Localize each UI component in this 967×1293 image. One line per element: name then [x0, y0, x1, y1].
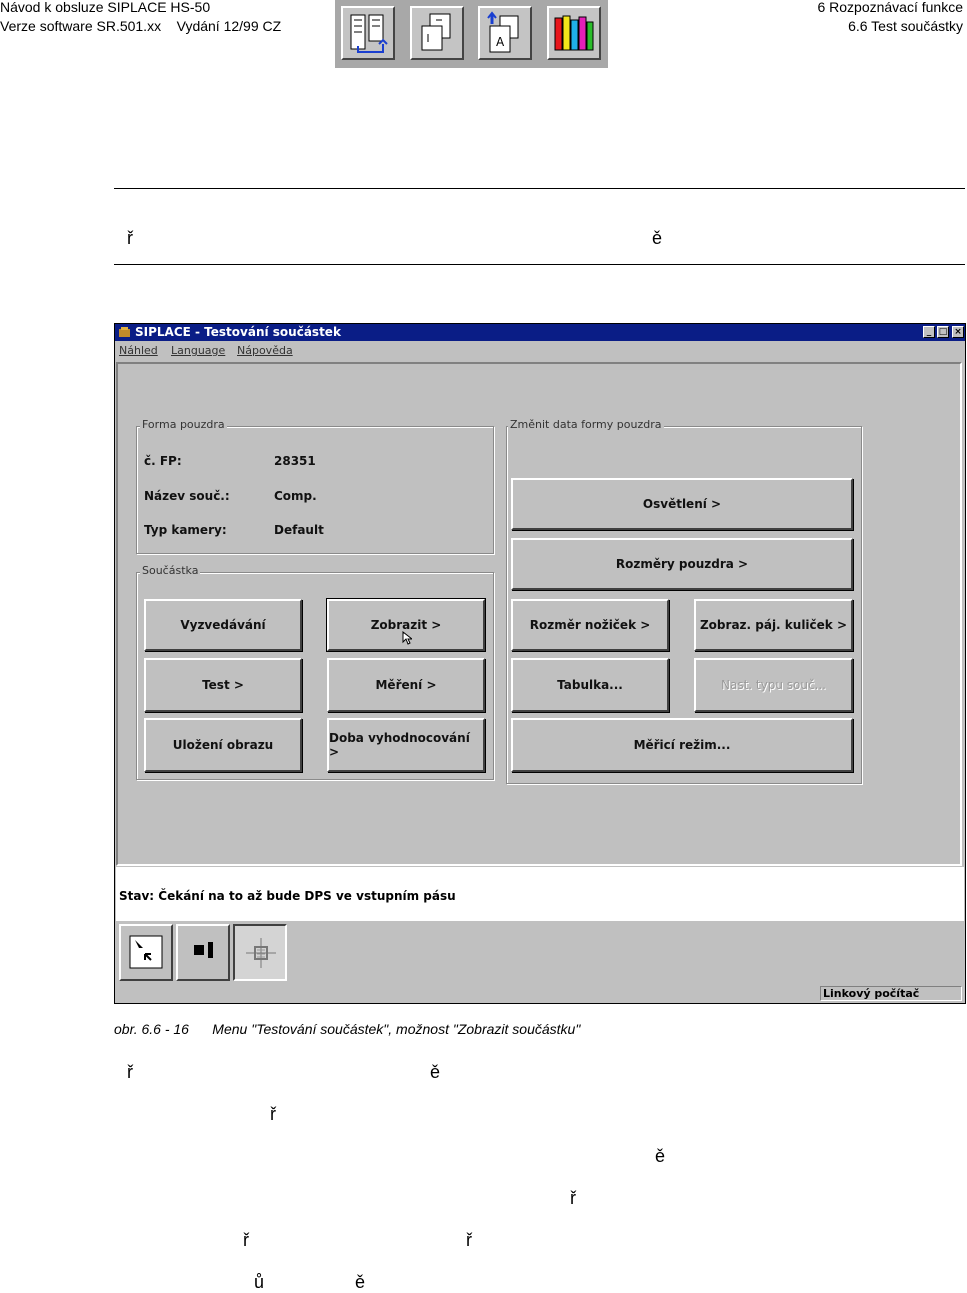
library-icon[interactable] — [547, 6, 601, 60]
body-glyph: ů — [254, 1272, 265, 1292]
camera-type-value: Default — [274, 523, 324, 537]
status-area — [116, 867, 964, 921]
evaluation-time-button[interactable]: Doba vyhodnocování > — [327, 718, 485, 772]
maximize-icon[interactable]: □ — [938, 327, 948, 337]
body-glyph: ř — [570, 1188, 576, 1208]
header-left-line2: Verze software SR.501.xx Vydání 12/99 CZ — [0, 18, 282, 34]
status-text: Stav: Čekání na to až bude DPS ve vstupním pásu — [119, 889, 456, 903]
navigation-strip — [335, 0, 608, 68]
menu-language[interactable]: Language — [171, 344, 226, 357]
siplace-window — [114, 323, 966, 1004]
body-glyph: ř — [270, 1104, 276, 1124]
display-button[interactable]: Zobrazit > — [327, 599, 485, 651]
header-right-line2: 6.6 Test součástky — [848, 18, 963, 34]
window-titlebar — [115, 324, 965, 341]
mouse-cursor-icon — [402, 631, 412, 645]
top-rule — [114, 188, 965, 189]
menu-bar — [115, 341, 965, 361]
pointer-arrow-icon[interactable] — [119, 924, 173, 981]
camera-type-label: Typ kamery: — [144, 523, 227, 537]
component-name-value: Comp. — [274, 489, 317, 503]
body-glyph: ř — [243, 1230, 249, 1250]
app-icon — [118, 326, 131, 338]
body-glyph: ř — [127, 1062, 133, 1082]
status-bar-line-computer: Linkový počítač — [820, 986, 962, 1001]
lighting-button[interactable]: Osvětlení > — [511, 478, 853, 530]
test-button[interactable]: Test > — [144, 658, 302, 712]
pickup-button[interactable]: Vyzvedávání — [144, 599, 302, 651]
lead-dimensions-button[interactable]: Rozměr nožiček > — [511, 599, 669, 651]
menu-nahled[interactable]: Náhled — [119, 344, 158, 357]
save-image-button[interactable]: Uložení obrazu — [144, 718, 302, 772]
soucastka-title: Součástka — [142, 564, 199, 577]
body-glyph: ř — [466, 1230, 472, 1250]
fp-number-value: 28351 — [274, 454, 316, 468]
heading-glyph: ř — [127, 228, 133, 248]
measure-button[interactable]: Měření > — [327, 658, 485, 712]
component-type-setting-button: Nast. typu souč... — [694, 658, 853, 712]
svg-text:A: A — [496, 35, 505, 49]
solder-balls-button[interactable]: Zobraz. páj. kuliček > — [694, 599, 853, 651]
fp-number-label: č. FP: — [144, 454, 182, 468]
figure-caption: obr. 6.6 - 16 Menu "Testování součástek", možnost "Zobrazit součástku" — [114, 1021, 581, 1037]
package-dimensions-button[interactable]: Rozměry pouzdra > — [511, 538, 853, 590]
change-data-title: Změnit data formy pouzdra — [510, 418, 662, 431]
table-button[interactable]: Tabulka... — [511, 658, 669, 712]
body-glyph: ě — [355, 1272, 366, 1292]
crosshair-icon[interactable] — [233, 924, 287, 981]
heading-glyph: ě — [652, 228, 663, 248]
measuring-mode-button[interactable]: Měřicí režim... — [511, 718, 853, 772]
index-icon[interactable] — [478, 6, 532, 60]
contents-icon[interactable] — [341, 6, 395, 60]
body-glyph: ě — [655, 1146, 666, 1166]
close-icon[interactable]: × — [952, 326, 964, 338]
window-title: SIPLACE - Testování součástek — [135, 325, 341, 339]
header-left-line1: Návod k obsluze SIPLACE HS-50 — [0, 0, 211, 15]
forma-pouzdra-title: Forma pouzdra — [142, 418, 225, 431]
menu-napoveda[interactable]: Nápověda — [237, 344, 293, 357]
component-icon[interactable] — [176, 924, 230, 981]
header-right-line1: 6 Rozpoznávací funkce — [817, 0, 963, 15]
heading-rule — [114, 264, 965, 265]
chapter-icon[interactable] — [410, 6, 464, 60]
body-glyph: ě — [430, 1062, 441, 1082]
component-name-label: Název souč.: — [144, 489, 230, 503]
client-area — [116, 362, 962, 866]
minimize-icon[interactable]: _ — [923, 326, 935, 338]
